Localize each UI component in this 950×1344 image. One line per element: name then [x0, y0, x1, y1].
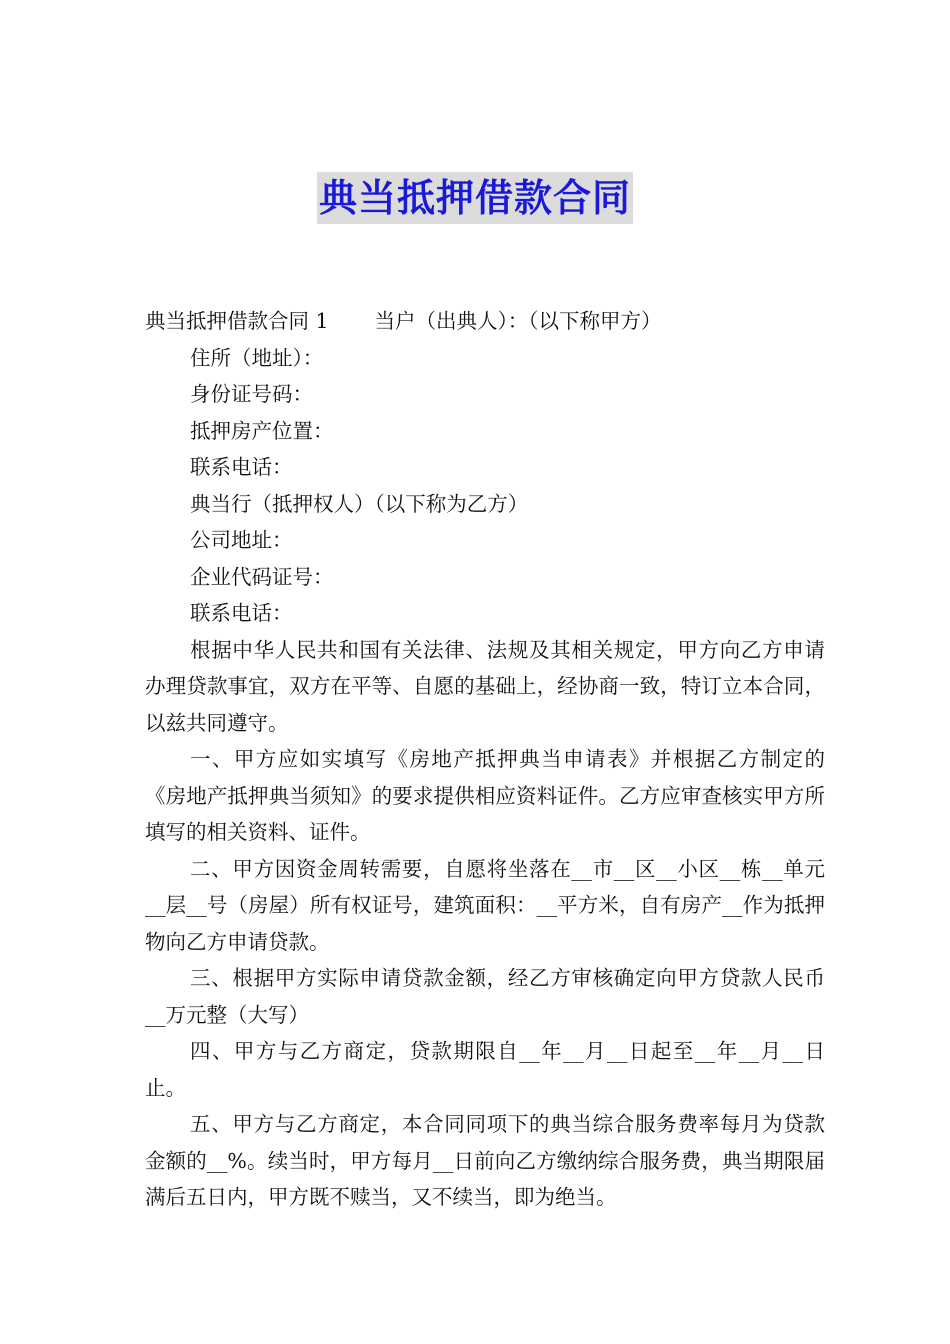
clause-4: 四、甲方与乙方商定，贷款期限自__年__月__日起至__年__月__日止。 [145, 1039, 825, 1100]
party-b-address: 公司地址： [190, 528, 293, 552]
party-a-phone: 联系电话： [190, 455, 293, 479]
clause-5: 五、甲方与乙方商定，本合同同项下的典当综合服务费率每月为贷款金额的__%。续当时，甲方每月__日前向乙方缴纳综合服务费，典当期限届满后五日内，甲方既不赎当，又不续当，即为绝当。 [145, 1112, 825, 1209]
preamble-paragraph: 根据中华人民共和国有关法律、法规及其相关规定，甲方向乙方申请办理贷款事宜，双方在平等、自愿的基础上，经协商一致，特订立本合同，以兹共同遵守。 [145, 637, 825, 735]
party-a-id-number: 身份证号码： [190, 382, 313, 406]
contract-body [145, 303, 825, 1216]
party-b-company-code: 企业代码证号： [190, 564, 334, 589]
clause-1: 一、甲方应如实填写《房地产抵押典当申请表》并根据乙方制定的《房地产抵押典当须知》的要求提供相应资料证件。乙方应审查核实甲方所填写的相关资料、证件。 [145, 747, 825, 844]
clause-2: 二、甲方因资金周转需要，自愿将坐落在__市__区__小区__栋__单元__层__号（房屋）所有权证号，建筑面积：__平方米，自有房产__作为抵押物向乙方申请贷款。 [145, 856, 825, 954]
party-a-address: 住所（地址）： [190, 345, 324, 370]
party-b-phone: 联系电话： [190, 601, 293, 625]
party-a-property-location: 抵押房产位置： [190, 418, 334, 443]
heading-line [145, 303, 825, 340]
party-b-label: 典当行（抵押权人）（以下称为乙方） [190, 491, 529, 516]
document-title-wrapper [0, 172, 950, 224]
contract-heading: 典当抵押借款合同 1 [145, 309, 329, 333]
party-a-label: 当户（出典人）：（以下称甲方） [374, 309, 662, 333]
clause-3: 三、根据甲方实际申请贷款金额，经乙方审核确定向甲方贷款人民币__万元整（大写） [145, 966, 825, 1027]
document-title: 典当抵押借款合同 [317, 172, 633, 224]
